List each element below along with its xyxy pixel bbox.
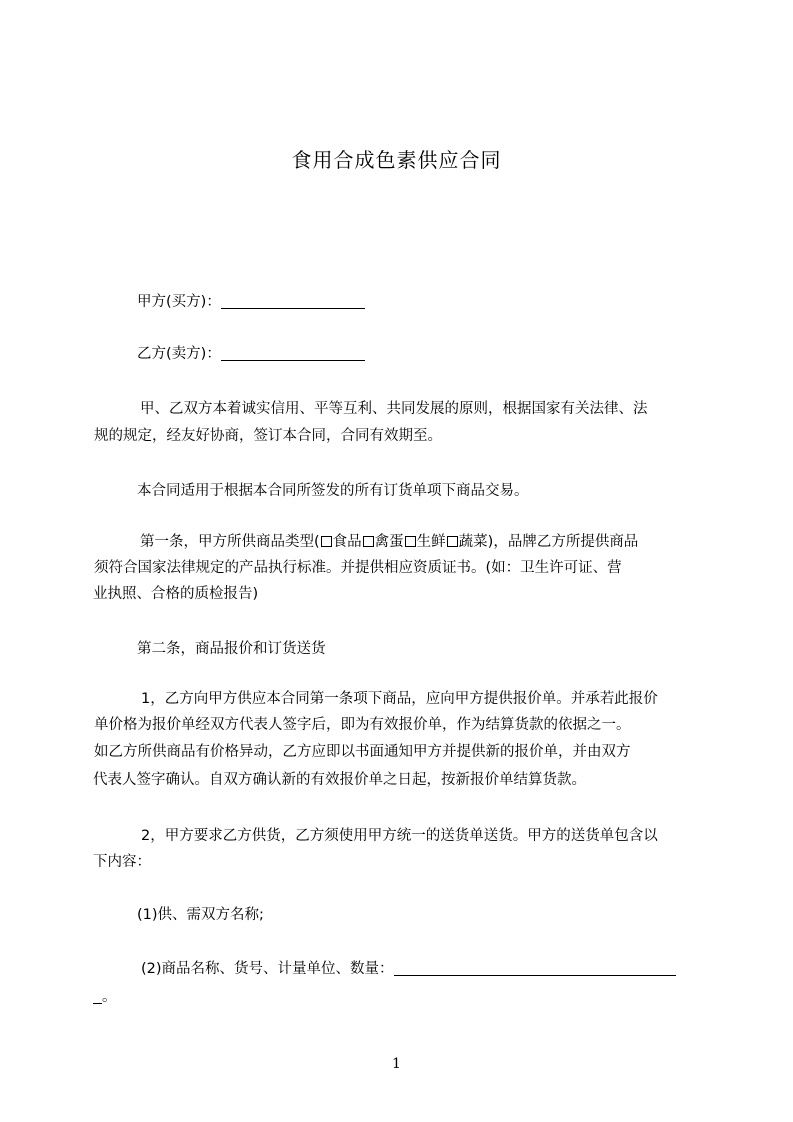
- article1-suffix: )，品牌乙方所提供商品: [487, 534, 639, 550]
- scope-paragraph: 本合同适用于根据本合同所签发的所有订货单项下商品交易。: [137, 483, 529, 499]
- item1-line-3: 如乙方所供商品有价格异动，乙方应即以书面通知甲方并提供新的报价单，并由双方: [94, 744, 631, 760]
- sub-item-2-line-2: [93, 987, 693, 1007]
- article1-line-2: 须符合国家法律规定的产品执行标准。并提供相应资质证书。(如：卫生许可证、营: [94, 560, 622, 576]
- checkbox-food[interactable]: [321, 536, 332, 547]
- party-a-blank[interactable]: [221, 293, 365, 309]
- intro-line-1: 甲、乙双方本着诚实信用、平等互利、共同发展的原则，根据国家有关法律、法: [140, 401, 648, 417]
- party-a-line: [137, 292, 737, 312]
- checkbox-eggs[interactable]: [363, 536, 374, 547]
- sub-item-2-blank-end[interactable]: [93, 988, 102, 1004]
- option-vegetables-label: 蔬菜: [458, 534, 488, 550]
- sub-item-2-end: 。: [102, 989, 117, 1005]
- party-b-blank[interactable]: [221, 345, 365, 361]
- party-a-label: 甲方(买方)：: [137, 294, 221, 310]
- item1-line-2: 单价格为报价单经双方代表人签字后，即为有效报价单，作为结算货款的依据之一。: [94, 717, 631, 733]
- item1-line-1: 1，乙方向甲方供应本合同第一条项下商品，应向甲方提供报价单。并承若此报价: [141, 691, 658, 707]
- party-b-label: 乙方(卖方)：: [137, 346, 221, 362]
- sub-item-2-blank[interactable]: [394, 960, 676, 976]
- article1-line-1: [140, 532, 740, 552]
- article2-title: 第二条，商品报价和订货送货: [137, 641, 326, 657]
- checkbox-vegetables[interactable]: [447, 536, 458, 547]
- contract-title: 食用合成色素供应合同: [291, 148, 502, 172]
- option-eggs-label: 禽蛋: [374, 534, 404, 550]
- party-b-line: [137, 344, 737, 364]
- option-fresh-label: 生鲜: [416, 534, 446, 550]
- option-food-label: 食品: [332, 534, 362, 550]
- intro-line-2: 规的规定，经友好协商，签订本合同，合同有效期至。: [94, 428, 442, 444]
- sub-item-2-line-1: [141, 959, 741, 979]
- item1-line-4: 代表人签字确认。自双方确认新的有效报价单之日起，按新报价单结算货款。: [93, 772, 586, 788]
- sub-item-2-label: (2)商品名称、货号、计量单位、数量：: [141, 961, 394, 977]
- page-number: 1: [392, 1056, 401, 1072]
- item2-line-2: 下内容：: [93, 854, 151, 870]
- sub-item-1: (1)供、需双方名称;: [137, 907, 264, 923]
- item2-line-1: 2，甲方要求乙方供货，乙方须使用甲方统一的送货单送货。甲方的送货单包含以: [141, 828, 658, 844]
- article1-prefix: 第一条，甲方所供商品类型(: [140, 534, 320, 550]
- checkbox-fresh[interactable]: [405, 536, 416, 547]
- article1-line-3: 业执照、合格的质检报告): [93, 586, 259, 602]
